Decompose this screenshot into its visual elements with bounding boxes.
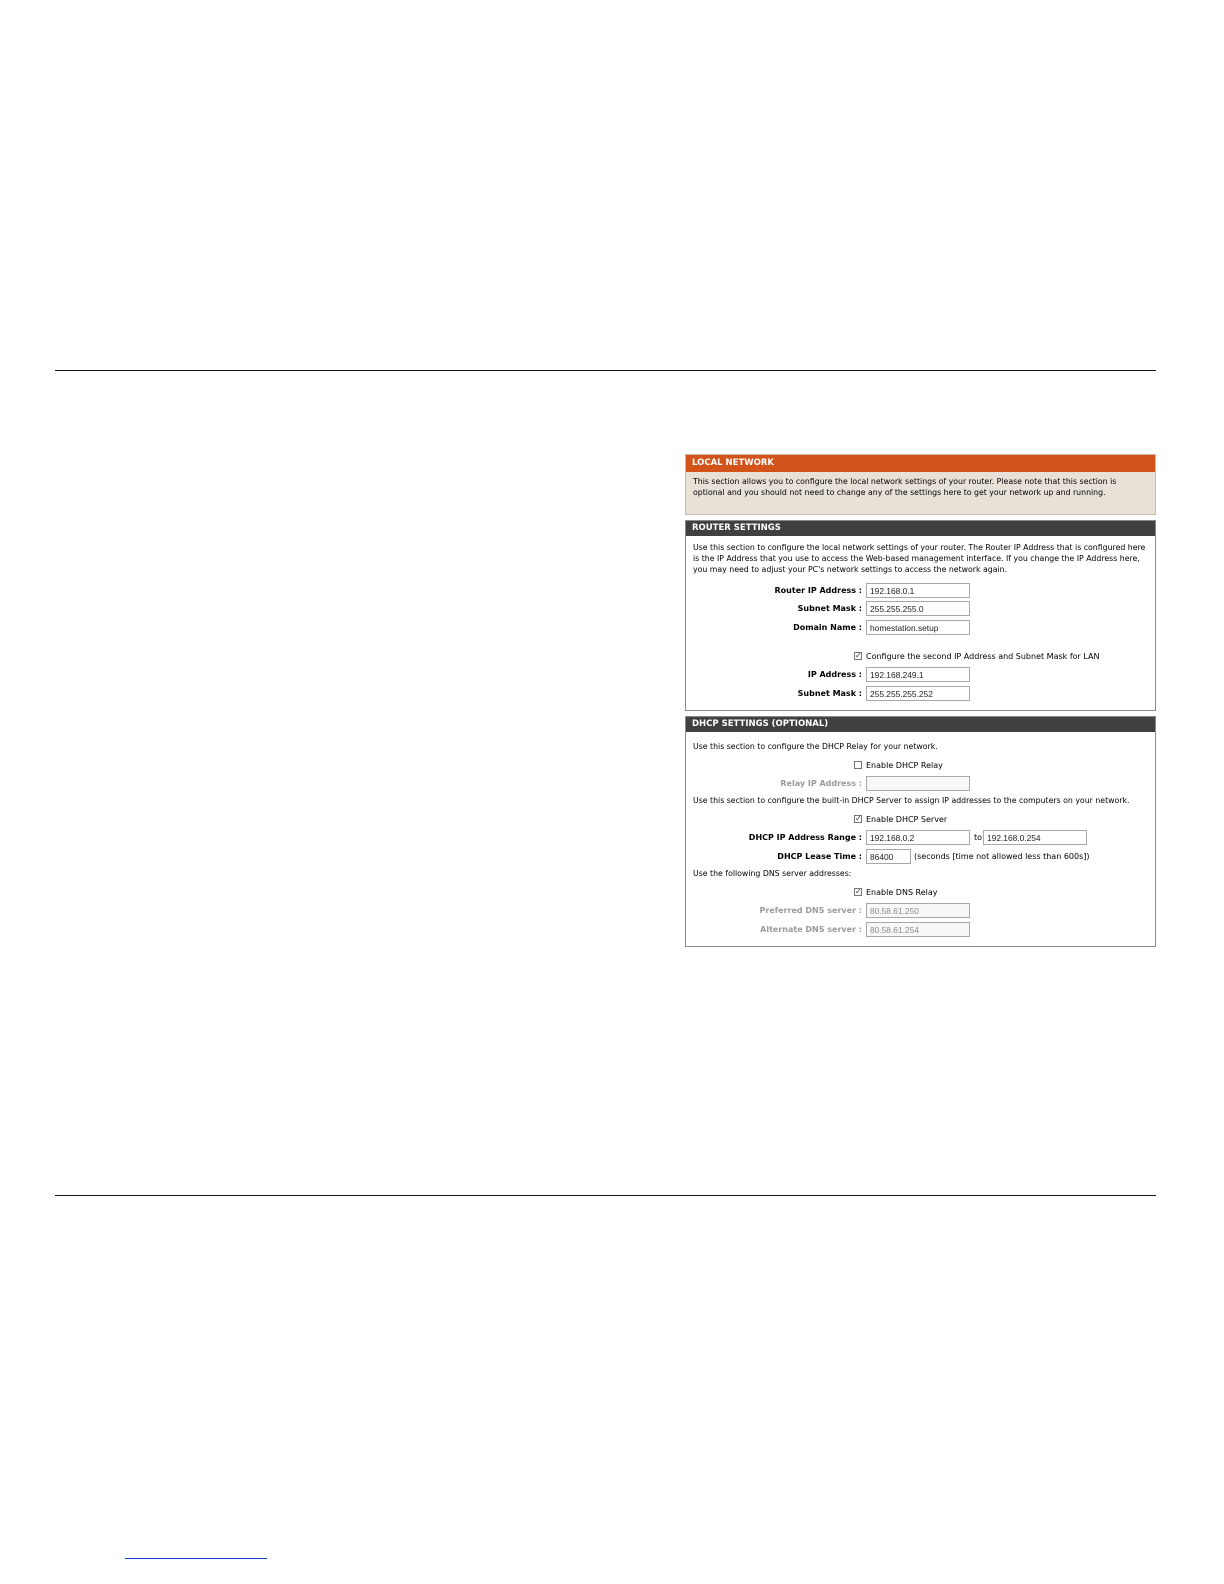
domain-name-row [686, 620, 1155, 636]
router-ip-input[interactable] [866, 583, 970, 598]
dns-note: Use the following DNS server addresses: [693, 869, 852, 878]
enable-relay-row [686, 758, 1155, 774]
dhcp-lease-label: DHCP Lease Time : [777, 852, 862, 861]
relay-ip-input[interactable] [866, 776, 970, 791]
second-ip-checkbox-label: Configure the second IP Address and Subnet Mask for LAN [866, 652, 1100, 661]
ip-address-input[interactable] [866, 667, 970, 682]
dhcp-settings-title: DHCP SETTINGS (OPTIONAL) [686, 717, 1155, 732]
second-subnet-label: Subnet Mask : [797, 689, 862, 698]
alternate-dns-label: Alternate DNS server : [760, 925, 862, 934]
second-ip-checkbox-row [686, 649, 1155, 665]
dhcp-lease-input[interactable] [866, 849, 911, 864]
bottom-divider [55, 1195, 1156, 1196]
top-divider [55, 370, 1156, 371]
subnet-mask-row [686, 601, 1155, 617]
relay-ip-label: Relay IP Address : [780, 779, 862, 788]
dhcp-relay-note: Use this section to configure the DHCP Relay for your network. [693, 742, 938, 751]
ip-address-label: IP Address : [807, 670, 862, 679]
dhcp-settings-panel [685, 716, 1156, 947]
subnet-mask-label: Subnet Mask : [797, 604, 862, 613]
enable-server-row [686, 812, 1155, 828]
enable-dns-relay-label: Enable DNS Relay [866, 888, 938, 897]
local-network-panel [685, 454, 1156, 515]
domain-name-label: Domain Name : [793, 623, 862, 632]
router-ip-label: Router IP Address : [774, 586, 862, 595]
alternate-dns-row [686, 922, 1155, 938]
dhcp-range-to-label: to [974, 833, 983, 842]
subnet-mask-input[interactable] [866, 601, 970, 616]
router-settings-description: Use this section to configure the local network settings of your router. The Router IP Address that is configured here is the IP Address that you use to access the Web-based management interface. If you change the IP Address here, you may need to adjust your PC's network settings to access the network again. [693, 543, 1146, 574]
enable-dhcp-relay-checkbox[interactable] [854, 761, 862, 769]
local-network-title: LOCAL NETWORK [686, 455, 1155, 472]
enable-dns-relay-checkbox[interactable]: ✓ [855, 887, 862, 896]
dhcp-range-start-input[interactable] [866, 830, 970, 845]
dhcp-lease-row [686, 849, 1155, 865]
enable-dns-relay-row [686, 885, 1155, 901]
enable-dhcp-server-checkbox[interactable]: ✓ [855, 814, 862, 823]
ip-address-row [686, 667, 1155, 683]
dhcp-range-label: DHCP IP Address Range : [748, 833, 862, 842]
dhcp-range-row [686, 830, 1155, 846]
preferred-dns-row [686, 903, 1155, 919]
preferred-dns-label: Preferred DNS server : [759, 906, 862, 915]
router-ip-row [686, 583, 1155, 599]
second-ip-checkbox[interactable]: ✓ [855, 651, 862, 660]
dhcp-range-end-input[interactable] [983, 830, 1087, 845]
dhcp-server-note: Use this section to configure the built-in DHCP Server to assign IP addresses to the computers on your network. [693, 796, 1130, 805]
enable-dhcp-server-label: Enable DHCP Server [866, 815, 948, 824]
alternate-dns-input[interactable] [866, 922, 970, 937]
second-subnet-input[interactable] [866, 686, 970, 701]
enable-dhcp-relay-label: Enable DHCP Relay [866, 761, 943, 770]
dhcp-lease-note: (seconds [time not allowed less than 600s]) [914, 852, 1090, 861]
footer-link-underline[interactable] [125, 1558, 267, 1559]
local-network-description: This section allows you to configure the local network settings of your router. Please note that this section is optional and you should not need to change any of the settings here to get your network up and running. [693, 477, 1117, 497]
preferred-dns-input[interactable] [866, 903, 970, 918]
second-subnet-row [686, 686, 1155, 702]
router-settings-panel [685, 520, 1156, 711]
domain-name-input[interactable] [866, 620, 970, 635]
router-settings-title: ROUTER SETTINGS [686, 521, 1155, 536]
relay-ip-row [686, 776, 1155, 792]
